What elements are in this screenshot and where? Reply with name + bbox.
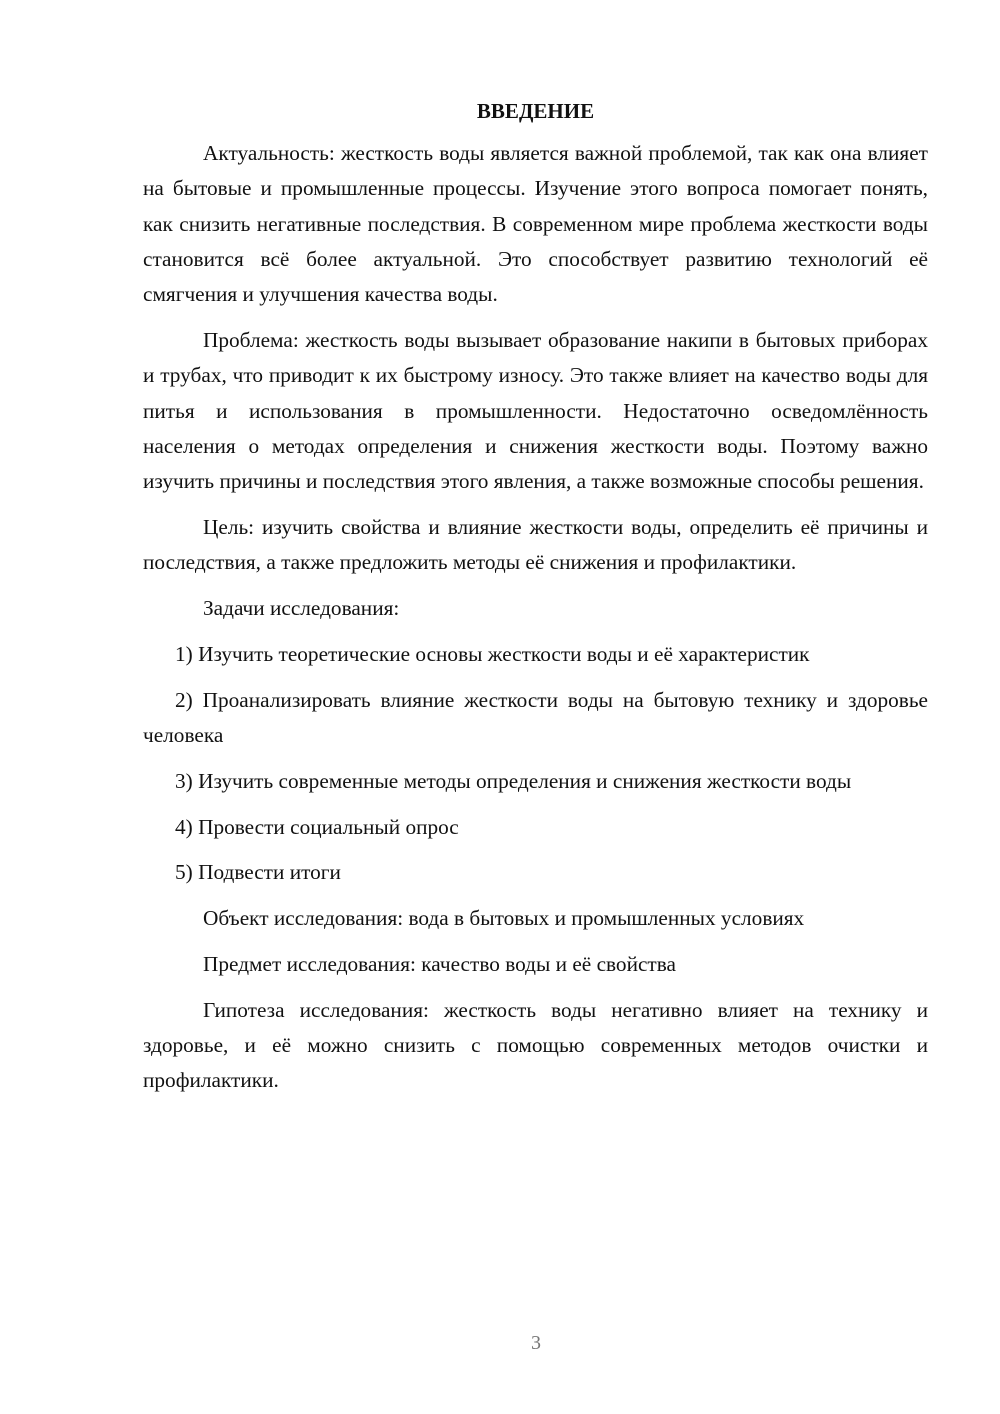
task-item: 2) Проанализировать влияние жесткости воды на бытовую технику и здоровье человека [143,687,928,747]
hypothesis-paragraph: Гипотеза исследования: жесткость воды негативно влияет на технику и здоровье, и её можно снизить с помощью современных методов очистки и профилактики. [143,997,928,1093]
problem-paragraph: Проблема: жесткость воды вызывает образование накипи в бытовых приборах и трубах, что приводит к их быстрому износу. Это также влияет на качество воды для питья и использования в промышленности. Недостаточно осведомлённость населения о методах определения и снижения жесткости воды. Поэтому важно изучить причины и последствия этого явления, а также возможные способы решения. [143,327,928,494]
subject-paragraph: Предмет исследования: качество воды и её свойства [203,951,676,976]
task-item: 1) Изучить теоретические основы жесткости воды и её характеристик [175,641,810,666]
task-item: 3) Изучить современные методы определения и снижения жесткости воды [175,768,852,793]
page-number: 3 [531,1332,541,1354]
tasks-heading: Задачи исследования: [203,596,400,621]
object-paragraph: Объект исследования: вода в бытовых и промышленных условиях [203,906,805,931]
relevance-paragraph: Актуальность: жесткость воды является важной проблемой, так как она влияет на бытовые и промышленные процессы. Изучение этого вопроса помогает понять, как снизить негативные последствия. В современном мире проблема жесткости воды становится всё более актуальной. Это способствует развитию технологий её смягчения и улучшения качества воды. [143,141,928,307]
task-item: 4) Провести социальный опрос [175,814,459,839]
task-item: 5) Подвести итоги [175,860,341,885]
document-page [143,96,928,1109]
section-title: ВВЕДЕНИЕ [476,99,595,123]
goal-paragraph: Цель: изучить свойства и влияние жесткости воды, определить её причины и последствия, а также предложить методы её снижения и профилактики. [143,514,928,575]
